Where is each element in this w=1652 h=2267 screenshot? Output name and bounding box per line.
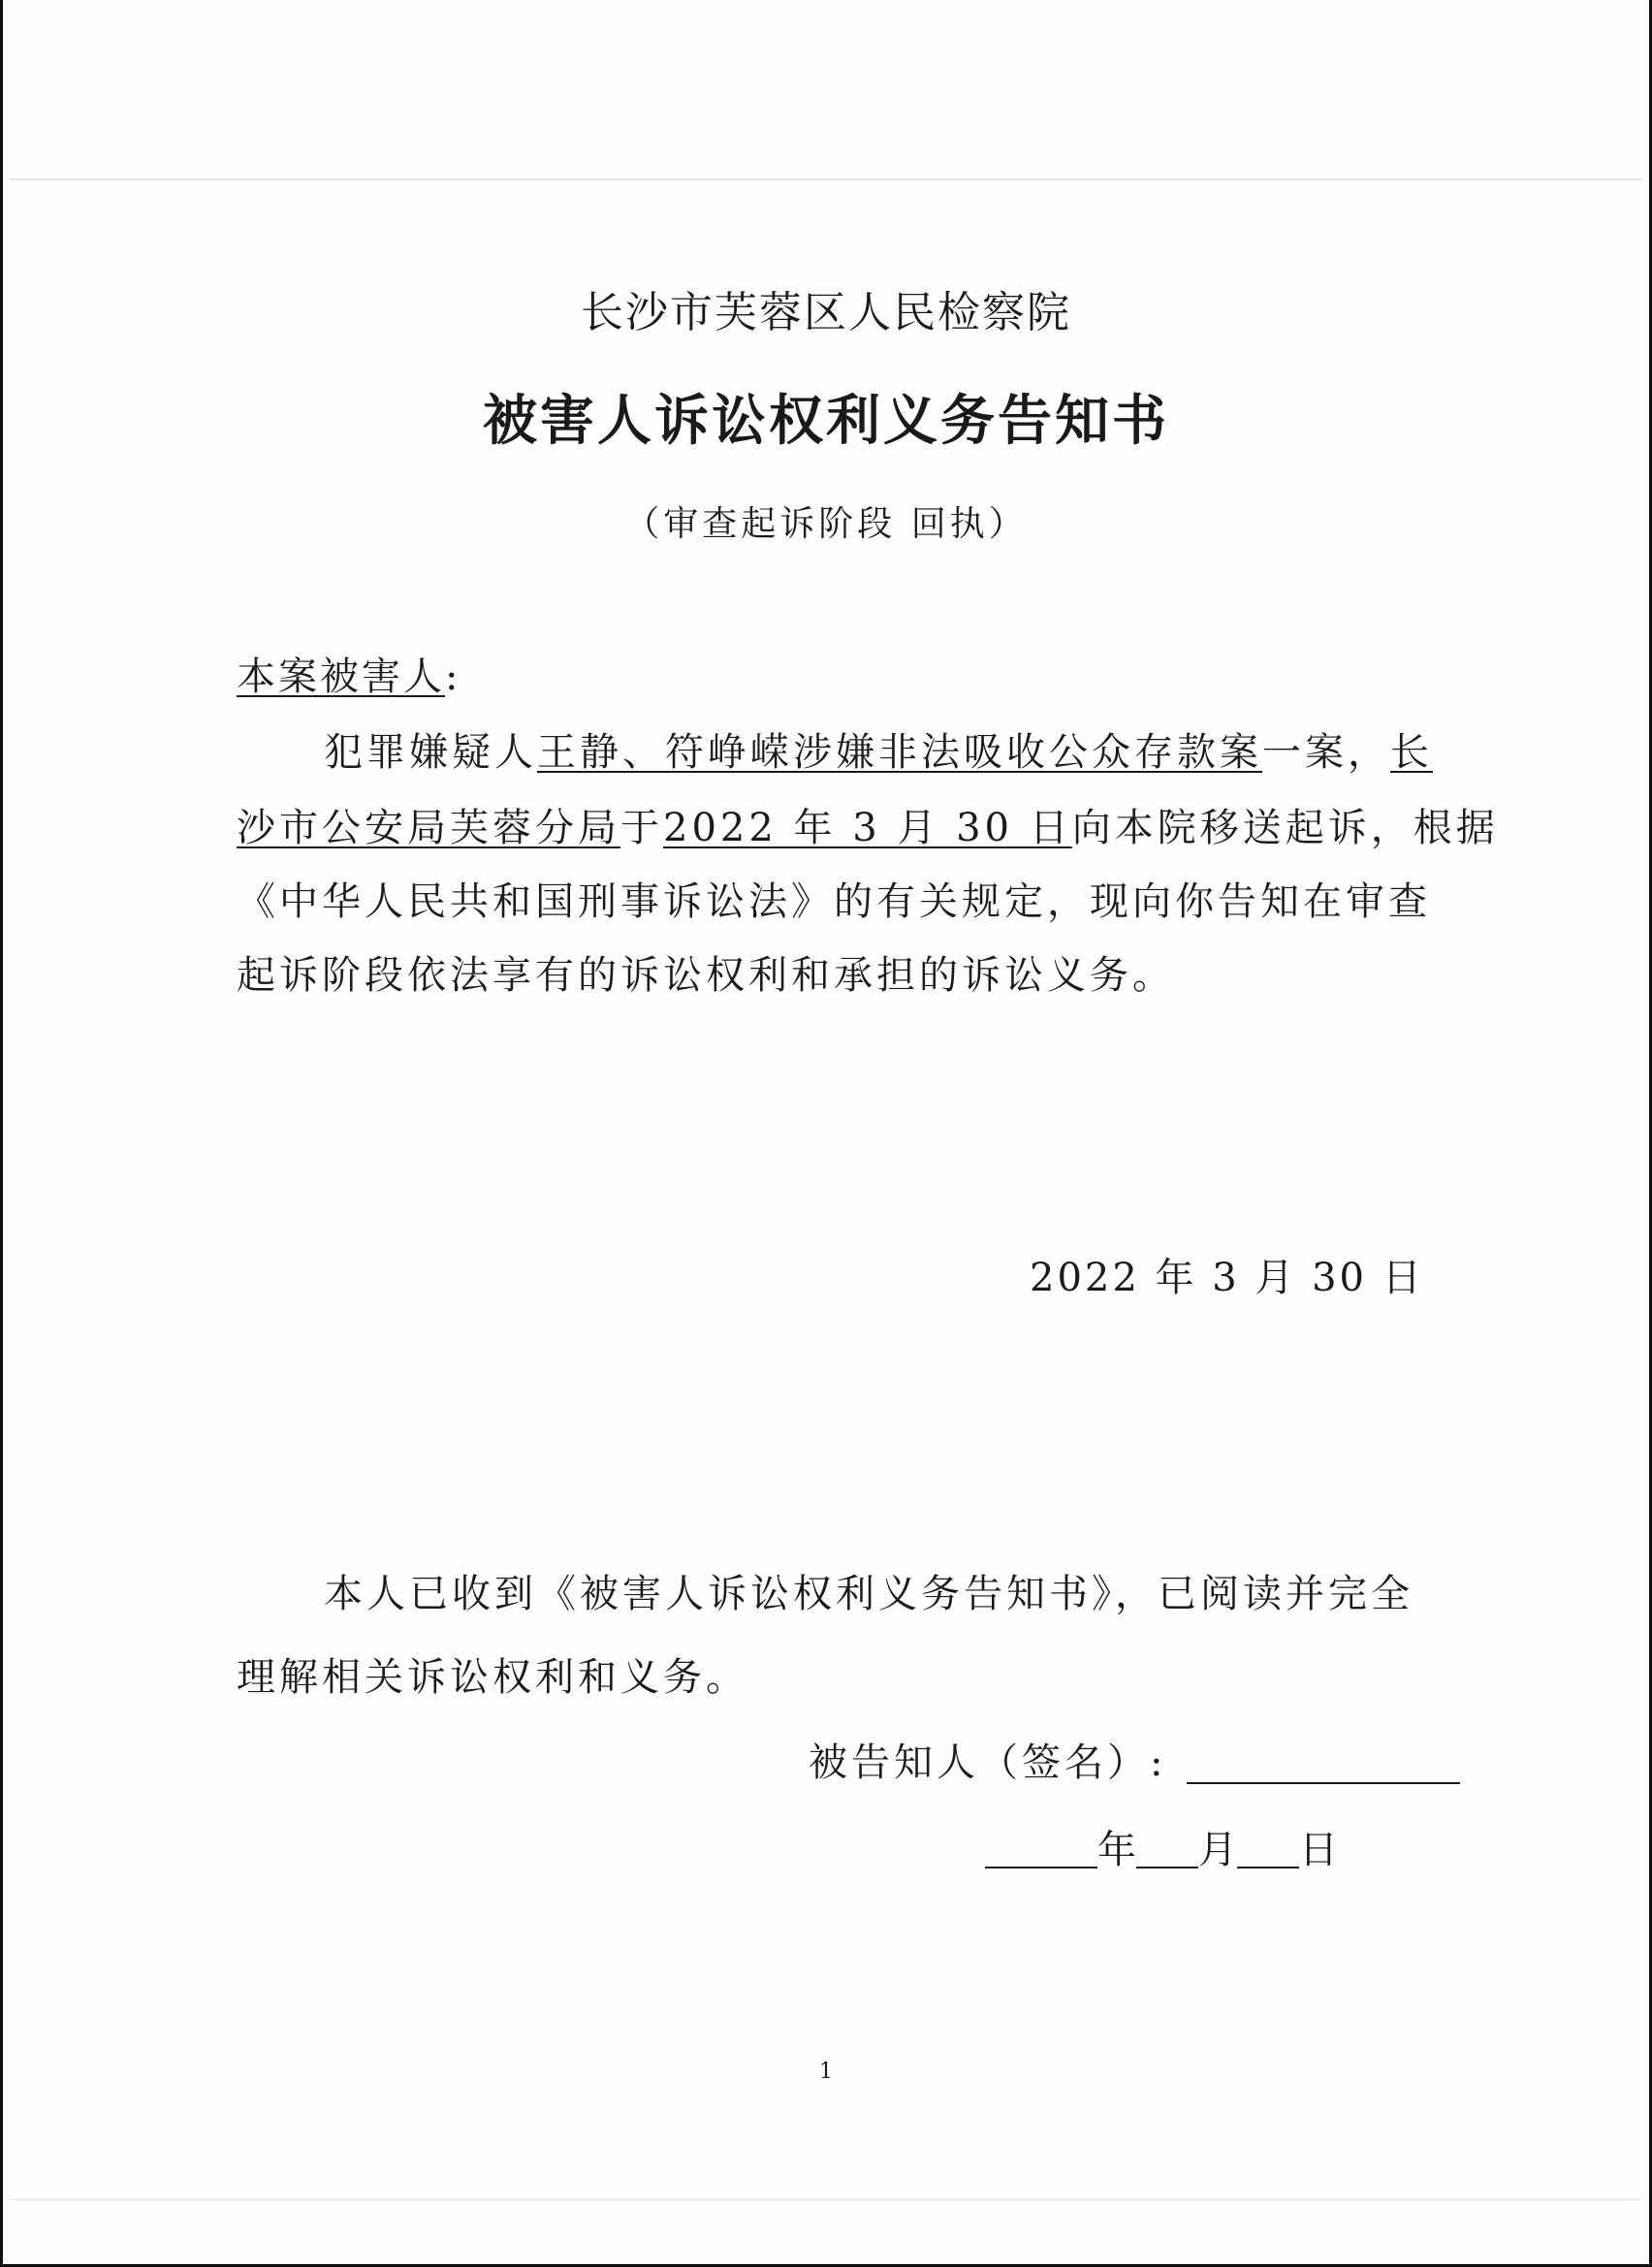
document-title: 被害人诉讼权利义务告知书 (483, 389, 1169, 453)
paragraph1-after-case: 一案， (1262, 730, 1390, 775)
page-number: 1 (819, 2059, 833, 2084)
paragraph1-line4: 起诉阶段依法享有的诉讼权利和承担的诉讼义务。 (237, 953, 1175, 998)
year-blank[interactable] (985, 1867, 1097, 1868)
paragraph1-after-agency: 于 (620, 806, 663, 850)
document-subtitle: （审查起诉阶段 回执） (624, 504, 1028, 544)
paragraph1-lead: 犯罪嫌疑人 (324, 730, 537, 775)
scan-artifact-line-top (10, 178, 1642, 180)
day-label: 日 (1299, 1828, 1338, 1872)
paragraph1-after-date: 向本院移送起诉，根据 (1071, 806, 1499, 850)
issue-date: 2022 年 3 月 30 日 (1030, 1256, 1424, 1300)
case-name: 王静、符峥嵘涉嫌非法吸收公众存款案 (537, 730, 1262, 775)
month-blank[interactable] (1136, 1867, 1198, 1868)
day-blank[interactable] (1237, 1867, 1299, 1868)
month-label: 月 (1198, 1828, 1237, 1872)
receipt-line2: 理解相关诉讼权利和义务。 (237, 1655, 748, 1700)
paragraph1-line2 (237, 797, 1499, 852)
paragraph1-line1 (324, 721, 1458, 777)
scan-artifact-line-bottom (10, 2199, 1642, 2200)
agency-part1: 长 (1390, 730, 1433, 775)
signature-date-row (985, 1819, 1338, 1877)
transfer-date: 2022 年 3 月 30 日 (663, 806, 1072, 850)
signature-label: 被告知人（签名）: (809, 1740, 1167, 1785)
addressee: 本案被害人 (237, 655, 445, 699)
organization-name: 长沙市芙蓉区人民检察院 (581, 288, 1071, 337)
addressee-line (237, 646, 461, 701)
scan-border-left (0, 0, 3, 2267)
agency-part2: 沙市公安局芙蓉分局 (237, 806, 620, 850)
paragraph1-line3: 《中华人民共和国刑事诉讼法》的有关规定，现向你告知在审查 (237, 879, 1431, 924)
addressee-colon: : (445, 655, 461, 699)
signature-blank[interactable] (1187, 1782, 1460, 1784)
year-label: 年 (1097, 1828, 1136, 1872)
receipt-line1: 本人已收到《被害人诉讼权利义务告知书》，已阅读并完全 (324, 1572, 1414, 1616)
